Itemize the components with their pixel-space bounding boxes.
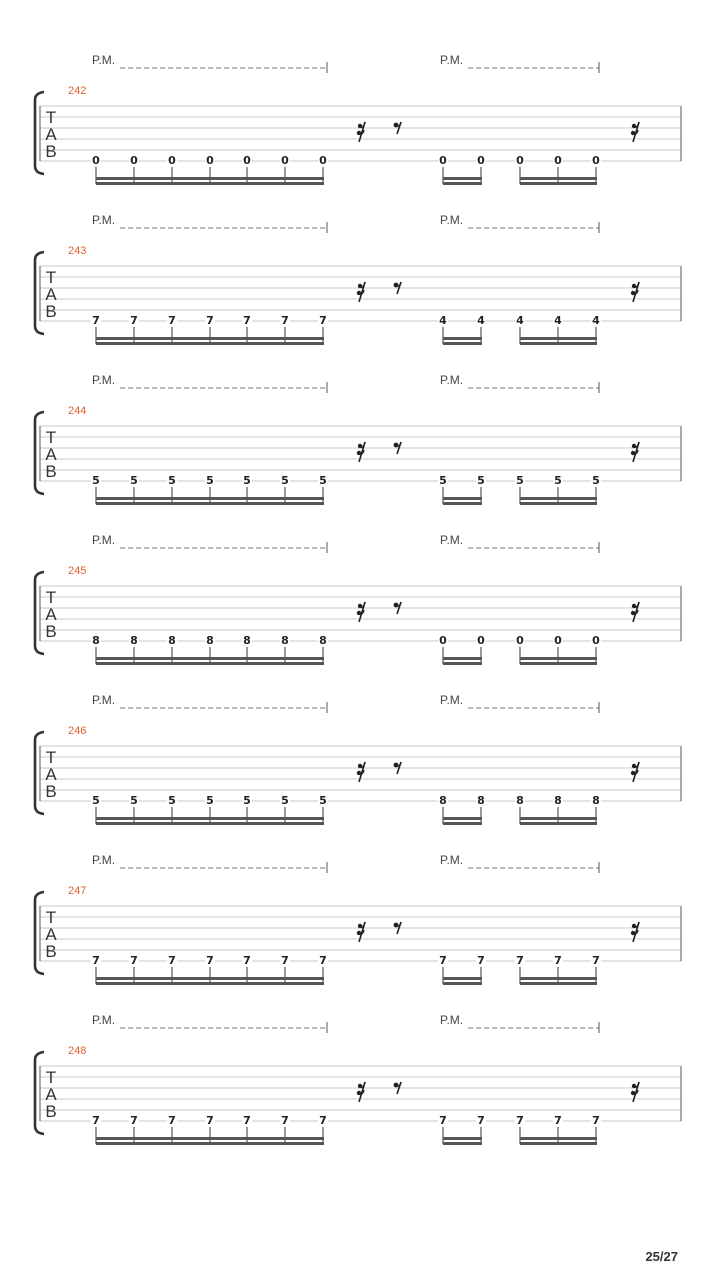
measure-number: 245 — [68, 565, 87, 577]
fret-number: 7 — [592, 1114, 600, 1127]
note-group-1 — [91, 1112, 328, 1145]
measure-number: 248 — [68, 1045, 87, 1057]
fret-number: 0 — [130, 154, 138, 167]
fret-number: 7 — [516, 954, 524, 967]
measure-number: 246 — [68, 725, 87, 737]
note-group-3 — [515, 152, 601, 185]
note-group-1 — [91, 472, 328, 505]
fret-number: 4 — [439, 314, 447, 327]
measure-number: 247 — [68, 885, 87, 897]
tab-letter-a: A — [45, 125, 57, 144]
tab-clef — [45, 748, 57, 801]
palm-mute-label: P.M. — [92, 213, 116, 227]
palm-mute-label: P.M. — [92, 533, 116, 547]
note-group-2 — [438, 632, 486, 665]
note-group-2 — [438, 792, 486, 825]
tab-clef — [45, 268, 57, 321]
fret-number: 7 — [281, 1114, 289, 1127]
fret-number: 8 — [92, 634, 100, 647]
fret-number: 0 — [592, 634, 600, 647]
fret-number: 0 — [477, 154, 485, 167]
tab-letter-a: A — [45, 1085, 57, 1104]
palm-mute-label: P.M. — [92, 693, 116, 707]
fret-number: 0 — [281, 154, 289, 167]
fret-number: 5 — [168, 474, 176, 487]
fret-number: 5 — [516, 474, 524, 487]
note-group-3 — [515, 792, 601, 825]
note-group-3 — [515, 312, 601, 345]
fret-number: 4 — [554, 314, 562, 327]
fret-number: 0 — [592, 154, 600, 167]
fret-number: 8 — [130, 634, 138, 647]
fret-number: 5 — [281, 474, 289, 487]
fret-number: 5 — [92, 794, 100, 807]
palm-mute-1 — [92, 533, 327, 553]
fret-number: 0 — [554, 634, 562, 647]
fret-number: 7 — [130, 1114, 138, 1127]
tab-clef — [45, 908, 57, 961]
tab-letter-b: B — [45, 782, 57, 801]
fret-number: 0 — [319, 154, 327, 167]
fret-number: 7 — [206, 1114, 214, 1127]
fret-number: 8 — [554, 794, 562, 807]
palm-mute-label: P.M. — [92, 853, 116, 867]
fret-number: 7 — [168, 314, 176, 327]
note-group-3 — [515, 472, 601, 505]
fret-number: 5 — [206, 794, 214, 807]
tab-letter-t: T — [45, 268, 57, 287]
fret-number: 0 — [554, 154, 562, 167]
tab-system-243 — [35, 213, 681, 345]
palm-mute-label: P.M. — [92, 53, 116, 67]
tab-system-248 — [35, 1013, 681, 1145]
fret-number: 8 — [168, 634, 176, 647]
tab-letter-t: T — [45, 748, 57, 767]
note-group-1 — [91, 312, 328, 345]
palm-mute-2 — [440, 213, 599, 233]
tab-letter-b: B — [45, 302, 57, 321]
tab-letter-a: A — [45, 445, 57, 464]
fret-number: 5 — [130, 794, 138, 807]
fret-number: 7 — [206, 954, 214, 967]
fret-number: 5 — [554, 474, 562, 487]
fret-number: 7 — [439, 1114, 447, 1127]
page-number: 25/27 — [645, 1249, 678, 1264]
palm-mute-1 — [92, 53, 327, 73]
fret-number: 7 — [168, 1114, 176, 1127]
fret-number: 7 — [130, 314, 138, 327]
tab-letter-t: T — [45, 108, 57, 127]
note-group-2 — [438, 312, 486, 345]
measure-number: 243 — [68, 245, 87, 257]
note-group-3 — [515, 1112, 601, 1145]
tab-system-242 — [35, 53, 681, 185]
palm-mute-label: P.M. — [440, 533, 464, 547]
note-group-2 — [438, 1112, 486, 1145]
tab-system-246 — [35, 693, 681, 825]
tab-letter-a: A — [45, 765, 57, 784]
palm-mute-2 — [440, 533, 599, 553]
fret-number: 8 — [243, 634, 251, 647]
fret-number: 8 — [206, 634, 214, 647]
fret-number: 5 — [168, 794, 176, 807]
fret-number: 8 — [592, 794, 600, 807]
fret-number: 0 — [439, 634, 447, 647]
tab-letter-t: T — [45, 1068, 57, 1087]
fret-number: 7 — [92, 954, 100, 967]
fret-number: 7 — [243, 1114, 251, 1127]
palm-mute-1 — [92, 1013, 327, 1033]
fret-number: 0 — [477, 634, 485, 647]
tab-system-247 — [35, 853, 681, 985]
palm-mute-label: P.M. — [440, 1013, 464, 1027]
fret-number: 8 — [319, 634, 327, 647]
tab-system-244 — [35, 373, 681, 505]
fret-number: 7 — [592, 954, 600, 967]
fret-number: 4 — [477, 314, 485, 327]
palm-mute-label: P.M. — [440, 373, 464, 387]
fret-number: 7 — [92, 1114, 100, 1127]
fret-number: 7 — [319, 954, 327, 967]
palm-mute-1 — [92, 853, 327, 873]
note-group-3 — [515, 952, 601, 985]
note-group-2 — [438, 152, 486, 185]
fret-number: 4 — [592, 314, 600, 327]
tab-letter-b: B — [45, 622, 57, 641]
fret-number: 8 — [439, 794, 447, 807]
tab-letter-a: A — [45, 605, 57, 624]
palm-mute-1 — [92, 693, 327, 713]
tab-letter-b: B — [45, 1102, 57, 1121]
tab-clef — [45, 588, 57, 641]
tab-clef — [45, 1068, 57, 1121]
measure-number: 242 — [68, 85, 87, 97]
palm-mute-label: P.M. — [92, 1013, 116, 1027]
fret-number: 7 — [243, 314, 251, 327]
palm-mute-2 — [440, 693, 599, 713]
fret-number: 5 — [319, 474, 327, 487]
fret-number: 0 — [516, 154, 524, 167]
fret-number: 7 — [281, 954, 289, 967]
fret-number: 5 — [243, 474, 251, 487]
tab-letter-t: T — [45, 908, 57, 927]
fret-number: 0 — [439, 154, 447, 167]
tab-letter-a: A — [45, 285, 57, 304]
fret-number: 8 — [516, 794, 524, 807]
palm-mute-2 — [440, 1013, 599, 1033]
fret-number: 7 — [554, 1114, 562, 1127]
fret-number: 0 — [168, 154, 176, 167]
tab-letter-b: B — [45, 462, 57, 481]
note-group-3 — [515, 632, 601, 665]
tab-letter-a: A — [45, 925, 57, 944]
palm-mute-2 — [440, 53, 599, 73]
fret-number: 0 — [92, 154, 100, 167]
fret-number: 7 — [319, 1114, 327, 1127]
fret-number: 7 — [477, 1114, 485, 1127]
note-group-1 — [91, 152, 328, 185]
fret-number: 7 — [516, 1114, 524, 1127]
fret-number: 5 — [243, 794, 251, 807]
fret-number: 7 — [206, 314, 214, 327]
palm-mute-label: P.M. — [440, 853, 464, 867]
fret-number: 4 — [516, 314, 524, 327]
fret-number: 0 — [206, 154, 214, 167]
fret-number: 5 — [319, 794, 327, 807]
tab-letter-b: B — [45, 142, 57, 161]
fret-number: 8 — [281, 634, 289, 647]
fret-number: 7 — [281, 314, 289, 327]
note-group-1 — [91, 632, 328, 665]
fret-number: 7 — [130, 954, 138, 967]
palm-mute-1 — [92, 213, 327, 233]
fret-number: 7 — [477, 954, 485, 967]
fret-number: 0 — [243, 154, 251, 167]
palm-mute-label: P.M. — [440, 53, 464, 67]
palm-mute-label: P.M. — [440, 213, 464, 227]
tab-letter-b: B — [45, 942, 57, 961]
tab-clef — [45, 428, 57, 481]
note-group-2 — [438, 472, 486, 505]
tab-clef — [45, 108, 57, 161]
fret-number: 7 — [243, 954, 251, 967]
fret-number: 5 — [92, 474, 100, 487]
fret-number: 7 — [319, 314, 327, 327]
fret-number: 5 — [130, 474, 138, 487]
measure-number: 244 — [68, 405, 87, 417]
fret-number: 7 — [554, 954, 562, 967]
fret-number: 8 — [477, 794, 485, 807]
tab-system-245 — [35, 533, 681, 665]
tab-letter-t: T — [45, 428, 57, 447]
palm-mute-1 — [92, 373, 327, 393]
note-group-1 — [91, 792, 328, 825]
fret-number: 7 — [439, 954, 447, 967]
fret-number: 5 — [281, 794, 289, 807]
fret-number: 5 — [439, 474, 447, 487]
note-group-2 — [438, 952, 486, 985]
fret-number: 7 — [92, 314, 100, 327]
palm-mute-2 — [440, 373, 599, 393]
fret-number: 5 — [592, 474, 600, 487]
palm-mute-label: P.M. — [92, 373, 116, 387]
fret-number: 5 — [477, 474, 485, 487]
palm-mute-2 — [440, 853, 599, 873]
palm-mute-label: P.M. — [440, 693, 464, 707]
tab-letter-t: T — [45, 588, 57, 607]
fret-number: 5 — [206, 474, 214, 487]
note-group-1 — [91, 952, 328, 985]
fret-number: 7 — [168, 954, 176, 967]
fret-number: 0 — [516, 634, 524, 647]
